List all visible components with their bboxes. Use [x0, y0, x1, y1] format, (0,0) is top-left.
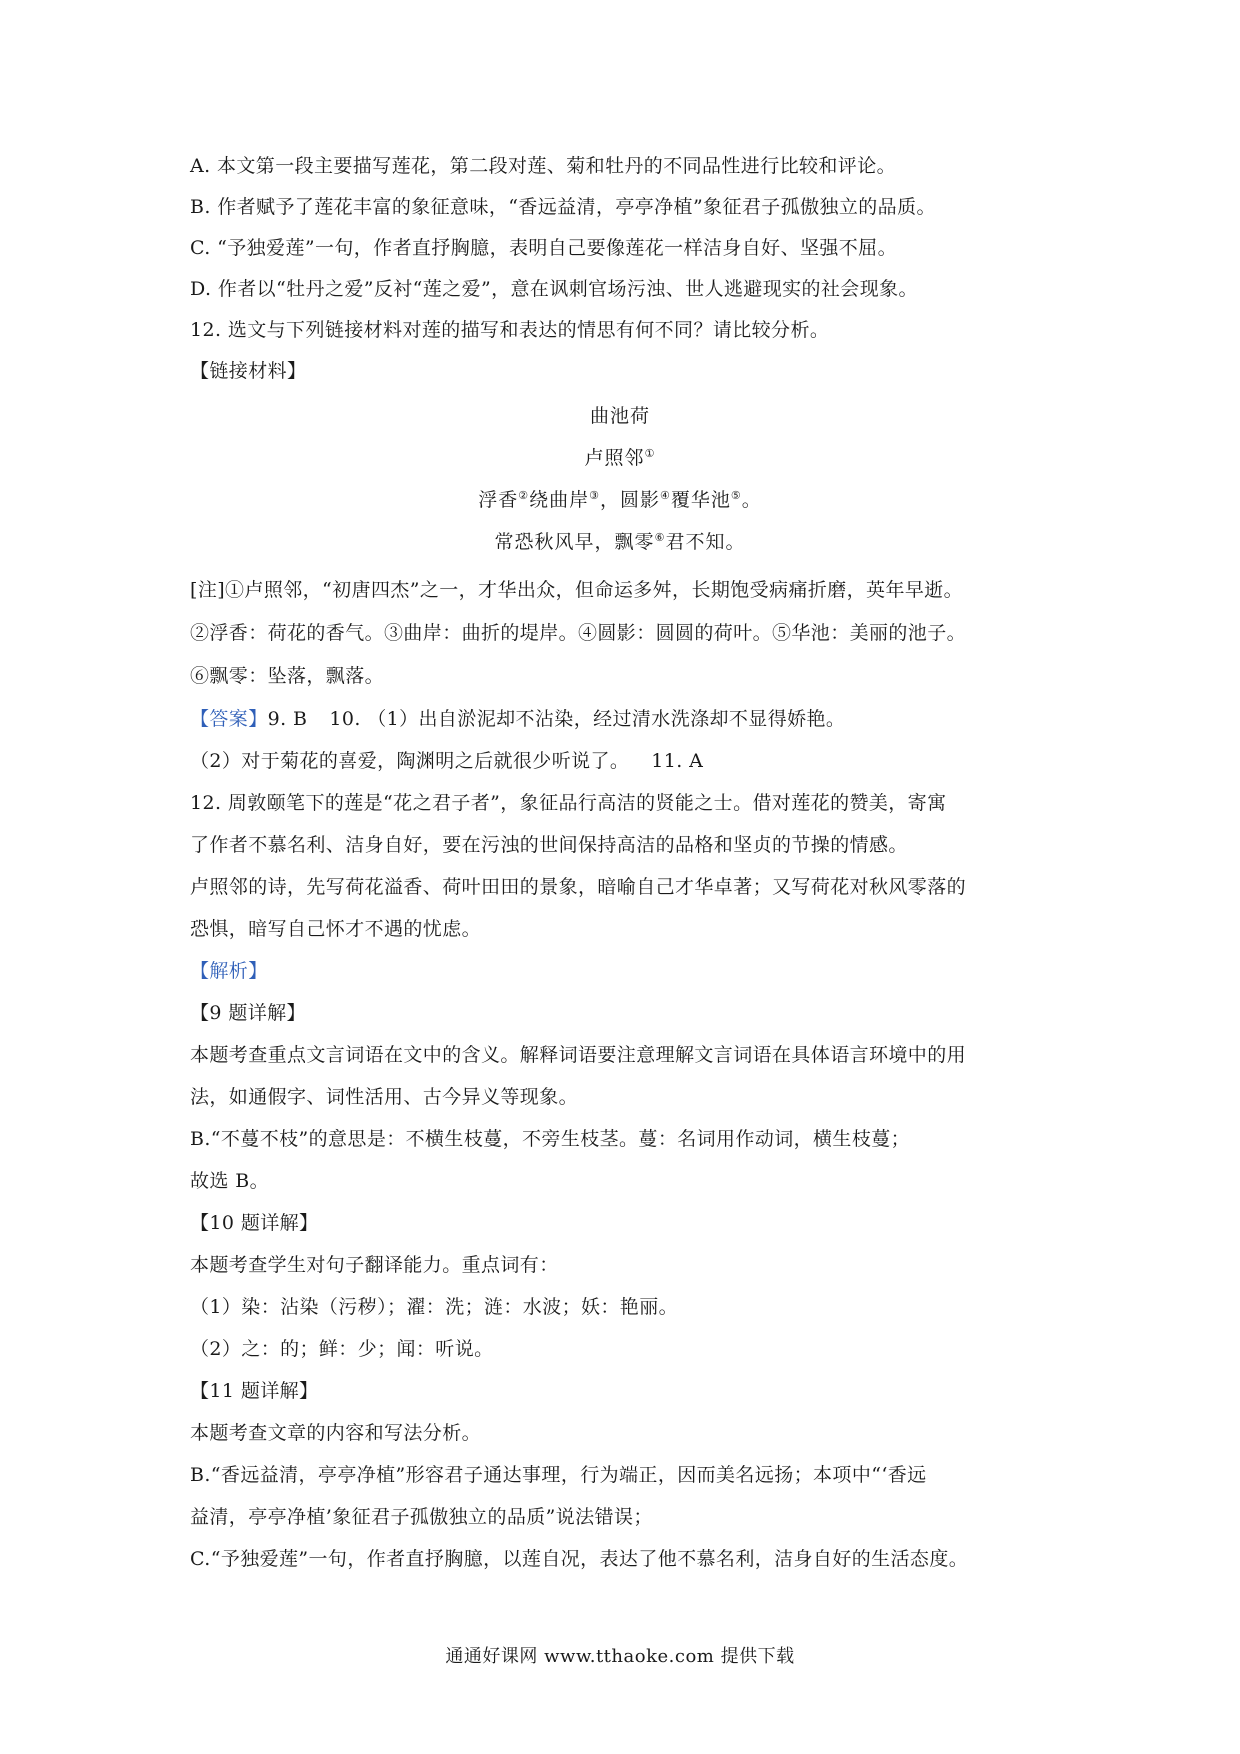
note-marker: ④ — [660, 489, 671, 502]
answer-12-line-1: 12. 周敦颐笔下的莲是“花之君子者”，象征品行高洁的贤能之士。借对莲花的赞美，寄寓 — [190, 792, 947, 814]
q9-line-4: 故选 B。 — [190, 1170, 270, 1192]
note-marker: ③ — [589, 489, 600, 502]
option-d: D. 作者以“牡丹之爱”反衬“莲之爱”，意在讽刺官场污浊、世人逃避现实的社会现象。 — [190, 278, 918, 300]
poem-title: 曲池荷 — [589, 405, 650, 427]
q11-line-3: 益清，亭亭净植’象征君子孤傲独立的品质”说法错误； — [190, 1506, 653, 1528]
answer-11: 11. A — [651, 750, 704, 772]
question-12: 12. 选文与下列链接材料对莲的描写和表达的情思有何不同？请比较分析。 — [190, 319, 830, 341]
note-line-3: ⑥飘零：坠落，飘落。 — [190, 665, 385, 687]
q9-line-1: 本题考查重点文言词语在文中的含义。解释词语要注意理解文言词语在具体语言环境中的用 — [190, 1044, 967, 1066]
q10-detail-label: 【10 题详解】 — [190, 1212, 319, 1234]
q10-line-3: （2）之：的；鲜：少；闻：听说。 — [190, 1338, 494, 1360]
page-footer: 通通好课网 www.tthaoke.com 提供下载 — [445, 1646, 795, 1667]
q9-detail-label: 【9 题详解】 — [190, 1002, 306, 1024]
poem-line-1: 浮香②绕曲岸③，圆影④覆华池⑤。 — [478, 489, 762, 511]
answer-9: 9. B — [267, 708, 308, 730]
q10-line-2: （1）染：沾染（污秽）；濯：洗；涟：水波；妖：艳丽。 — [190, 1296, 678, 1318]
answer-10-part2: （2）对于菊花的喜爱，陶渊明之后就很少听说了。 — [190, 750, 630, 772]
note-marker: ① — [644, 447, 656, 460]
answer-row-2 — [190, 752, 703, 771]
answer-label: 【答案】 — [190, 708, 268, 730]
q11-detail-label: 【11 题详解】 — [190, 1380, 319, 1402]
note-marker: ② — [518, 489, 530, 502]
answer-10-part1: 10. （1）出自淤泥却不沾染，经过清水洗涤却不显得娇艳。 — [329, 708, 846, 730]
q10-line-1: 本题考查学生对句子翻译能力。重点词有： — [190, 1254, 559, 1276]
q9-line-2: 法，如通假字、词性活用、古今异义等现象。 — [190, 1086, 579, 1108]
analysis-label: 【解析】 — [190, 960, 268, 982]
poem-line-2: 常恐秋风早，飘零⑥君不知。 — [494, 531, 746, 553]
poem-author: 卢照邻① — [584, 447, 656, 469]
note-marker: ⑥ — [654, 531, 666, 544]
note-line-1: [注]①卢照邻，“初唐四杰”之一，才华出众，但命运多舛，长期饱受病痛折磨，英年早逝。 — [190, 579, 964, 601]
answer-12-line-3: 卢照邻的诗，先写荷花溢香、荷叶田田的景象，暗喻自己才华卓著；又写荷花对秋风零落的 — [190, 876, 967, 898]
note-line-2: ②浮香：荷花的香气。③曲岸：曲折的堤岸。④圆影：圆圆的荷叶。⑤华池：美丽的池子。 — [190, 622, 967, 644]
option-c: C. “予独爱莲”一句，作者直抒胸臆，表明自己要像莲花一样洁身自好、坚强不屈。 — [190, 237, 897, 259]
q11-line-1: 本题考查文章的内容和写法分析。 — [190, 1422, 482, 1444]
link-material-label: 【链接材料】 — [190, 360, 307, 382]
note-marker: ⑤ — [730, 489, 742, 502]
q11-line-2: B.“香远益清，亭亭净植”形容君子通达事理，行为端正，因而美名远扬；本项中“‘香远 — [190, 1464, 927, 1486]
answer-12-line-2: 了作者不慕名利、洁身自好，要在污浊的世间保持高洁的品格和坚贞的节操的情感。 — [190, 834, 908, 856]
answer-row-1 — [190, 710, 845, 729]
answer-12-line-4: 恐惧，暗写自己怀才不遇的忧虑。 — [190, 918, 482, 940]
option-a: A. 本文第一段主要描写莲花，第二段对莲、菊和牡丹的不同品性进行比较和评论。 — [190, 155, 897, 177]
q9-line-3: B.“不蔓不枝”的意思是：不横生枝蔓，不旁生枝茎。蔓：名词用作动词，横生枝蔓； — [190, 1128, 911, 1150]
q11-line-4: C.“予独爱莲”一句，作者直抒胸臆，以莲自况，表达了他不慕名利，洁身自好的生活态度。 — [190, 1548, 969, 1570]
option-b: B. 作者赋予了莲花丰富的象征意味，“香远益清，亭亭净植”象征君子孤傲独立的品质。 — [190, 196, 936, 218]
